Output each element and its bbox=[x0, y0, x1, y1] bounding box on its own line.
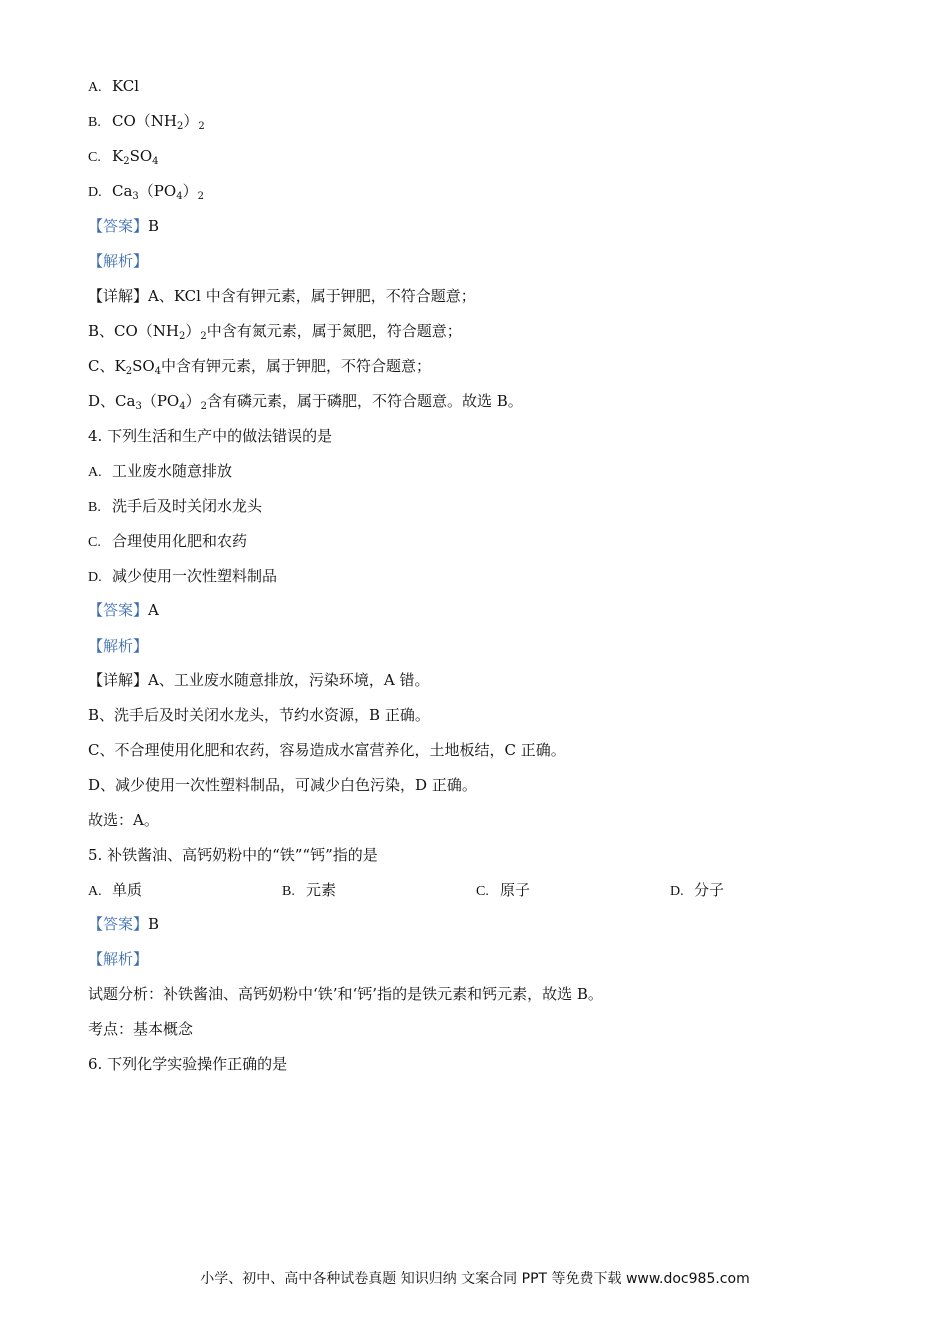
q4-option-c bbox=[88, 531, 247, 553]
subscript: 2 bbox=[123, 156, 130, 167]
q5-option-a bbox=[88, 880, 142, 902]
option-text: （PO bbox=[138, 182, 177, 200]
detail-text: ） bbox=[185, 392, 201, 410]
detail-text: A、KCl 中含有钾元素，属于钾肥，不符合题意； bbox=[148, 287, 476, 305]
subscript: 4 bbox=[154, 366, 162, 377]
q3-option-d bbox=[88, 181, 204, 203]
option-letter: A. bbox=[88, 80, 102, 95]
option-text: CO（NH bbox=[112, 112, 177, 130]
detail-text: SO bbox=[132, 357, 155, 375]
subscript: 2 bbox=[200, 401, 207, 412]
q4-detail-line-2: B、洗手后及时关闭水龙头，节约水资源，B 正确。 bbox=[88, 706, 430, 724]
answer-label: 【答案】 bbox=[88, 217, 149, 235]
option-text: KCl bbox=[112, 77, 140, 95]
q3-detail-line-4 bbox=[88, 391, 523, 411]
q6-question: 6. 下列化学实验操作正确的是 bbox=[88, 1055, 288, 1073]
page-footer: 小学、初中、高中各种试卷真题 知识归纳 文案合同 PPT 等免费下载 www.doc985.com bbox=[200, 1271, 750, 1287]
q3-option-b bbox=[88, 111, 205, 133]
subscript: 4 bbox=[152, 156, 159, 167]
option-letter: B. bbox=[88, 115, 101, 130]
q5-option-c bbox=[476, 880, 530, 902]
q4-conclusion: 故选：A。 bbox=[88, 811, 159, 829]
option-text: 工业废水随意排放 bbox=[112, 462, 233, 480]
q5-option-d bbox=[670, 880, 724, 902]
option-letter: B. bbox=[282, 884, 295, 899]
option-text: ） bbox=[182, 182, 198, 200]
subscript: 2 bbox=[179, 331, 186, 342]
q4-detail-line-4: D、减少使用一次性塑料制品，可减少白色污染，D 正确。 bbox=[88, 776, 477, 794]
option-text: Ca bbox=[112, 182, 133, 200]
option-letter: A. bbox=[88, 884, 102, 899]
option-letter: D. bbox=[670, 884, 684, 899]
option-text: 原子 bbox=[500, 881, 531, 899]
answer-value: A bbox=[148, 601, 159, 619]
q5-topic: 考点：基本概念 bbox=[88, 1020, 194, 1038]
detail-text: 中含有氮元素，属于氮肥，符合题意； bbox=[206, 322, 462, 340]
subscript: 2 bbox=[125, 366, 133, 377]
detail-label: 【详解】 bbox=[88, 671, 149, 689]
q4-answer bbox=[88, 600, 159, 620]
analysis-label: 【解析】 bbox=[88, 637, 149, 655]
q5-analysis-text: 试题分析：补铁酱油、高钙奶粉中‘铁’和‘钙’指的是铁元素和钙元素，故选 B。 bbox=[88, 985, 603, 1003]
detail-text: 含有磷元素，属于磷肥，不符合题意。故选 B。 bbox=[206, 392, 523, 410]
q4-detail-line-1 bbox=[88, 670, 429, 690]
subscript: 3 bbox=[132, 191, 139, 202]
q3-answer bbox=[88, 216, 159, 236]
q5-options-row bbox=[88, 880, 848, 900]
option-letter: A. bbox=[88, 465, 102, 480]
option-text: 元素 bbox=[306, 881, 337, 899]
option-text: 减少使用一次性塑料制品 bbox=[112, 567, 278, 585]
q5-answer bbox=[88, 914, 159, 934]
q5-question: 5. 补铁酱油、高钙奶粉中的“铁”“钙”指的是 bbox=[88, 846, 378, 864]
subscript: 2 bbox=[176, 121, 184, 132]
subscript: 4 bbox=[176, 191, 183, 202]
subscript: 2 bbox=[197, 191, 204, 202]
detail-text: ） bbox=[185, 322, 201, 340]
q5-analysis-label bbox=[88, 949, 148, 969]
answer-value: B bbox=[148, 915, 160, 933]
option-letter: C. bbox=[476, 884, 489, 899]
detail-text: A、工业废水随意排放，污染环境，A 错。 bbox=[148, 671, 430, 689]
q4-option-d bbox=[88, 566, 277, 588]
q4-analysis-label bbox=[88, 636, 148, 656]
subscript: 2 bbox=[200, 331, 207, 342]
detail-text: （PO bbox=[141, 392, 180, 410]
q4-detail-line-3: C、不合理使用化肥和农药，容易造成水富营养化，土地板结，C 正确。 bbox=[88, 741, 566, 759]
detail-text: C、K bbox=[88, 357, 126, 375]
q3-detail-line-3 bbox=[88, 356, 431, 376]
q3-detail-line-2 bbox=[88, 321, 462, 341]
option-text: 洗手后及时关闭水龙头 bbox=[112, 497, 263, 515]
detail-label: 【详解】 bbox=[88, 287, 149, 305]
answer-value: B bbox=[148, 217, 160, 235]
q3-option-c bbox=[88, 146, 159, 168]
q5-option-b bbox=[282, 880, 336, 902]
detail-text: B、CO（NH bbox=[88, 322, 180, 340]
option-text: 合理使用化肥和农药 bbox=[112, 532, 248, 550]
q4-option-b bbox=[88, 496, 262, 518]
subscript: 4 bbox=[179, 401, 186, 412]
q3-option-a bbox=[88, 76, 139, 98]
option-letter: C. bbox=[88, 150, 101, 165]
option-text: ） bbox=[183, 112, 199, 130]
subscript: 3 bbox=[135, 401, 142, 412]
detail-text: 中含有钾元素，属于钾肥，不符合题意； bbox=[161, 357, 432, 375]
option-letter: C. bbox=[88, 535, 101, 550]
option-letter: D. bbox=[88, 570, 102, 585]
analysis-label: 【解析】 bbox=[88, 950, 149, 968]
q4-option-a bbox=[88, 461, 232, 483]
option-text: 分子 bbox=[694, 881, 725, 899]
option-text: K bbox=[112, 147, 124, 165]
option-letter: B. bbox=[88, 500, 101, 515]
option-letter: D. bbox=[88, 185, 102, 200]
option-text: 单质 bbox=[112, 881, 143, 899]
subscript: 2 bbox=[198, 121, 205, 132]
option-text: SO bbox=[129, 147, 153, 165]
analysis-label: 【解析】 bbox=[88, 252, 149, 270]
q3-analysis-label bbox=[88, 251, 148, 271]
answer-label: 【答案】 bbox=[88, 601, 149, 619]
q4-question: 4. 下列生活和生产中的做法错误的是 bbox=[88, 427, 333, 445]
detail-text: D、Ca bbox=[88, 392, 136, 410]
answer-label: 【答案】 bbox=[88, 915, 149, 933]
q3-detail-line-1 bbox=[88, 286, 476, 306]
